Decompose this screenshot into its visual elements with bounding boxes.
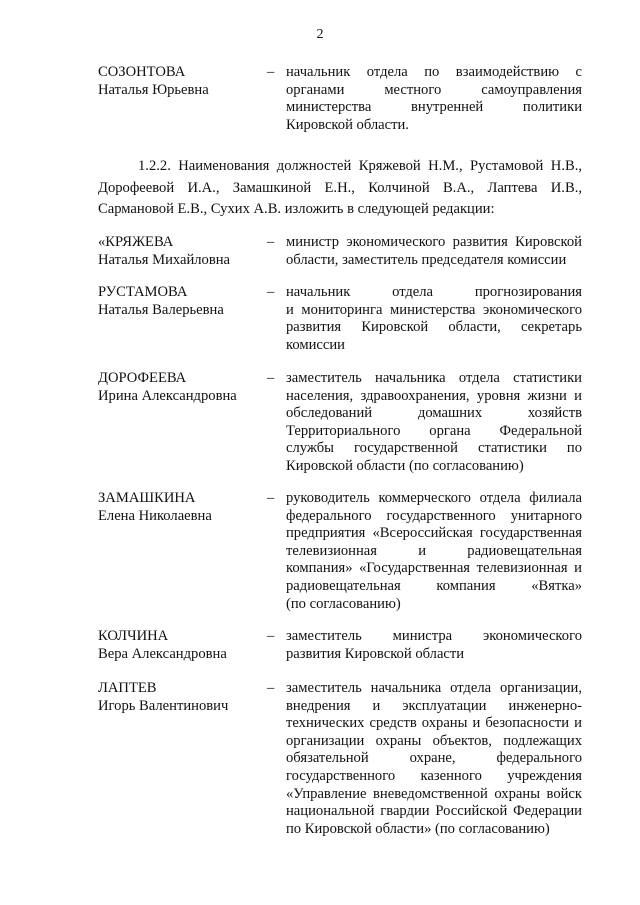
- description-line: национальной гвардии Российской Федерации: [286, 803, 582, 820]
- person-given-name: Игорь Валентинович: [98, 697, 229, 714]
- description-line: развития Кировской области: [286, 645, 465, 662]
- person-name: [98, 628, 263, 663]
- person-surname: РУСТАМОВА: [98, 284, 188, 300]
- description-line: организации охраны объектов, подлежащих: [286, 732, 582, 749]
- description-line: обязательной охране, федерального: [286, 750, 582, 767]
- position-description: [286, 64, 582, 134]
- description-line: обследований домашних хозяйств: [286, 405, 582, 422]
- entry-dash: –: [267, 370, 275, 386]
- description-line: заместитель министра экономического: [286, 628, 582, 644]
- entry-dash: –: [267, 284, 275, 300]
- description-line: телевизионная и радиовещательная: [286, 542, 582, 559]
- description-line: области, заместитель председателя комиссии: [286, 251, 567, 268]
- description-line: технических средств охраны и безопасности и: [286, 715, 582, 732]
- person-surname: КОЛЧИНА: [98, 628, 169, 644]
- description-line: «Управление вневедомственной охраны войск: [286, 785, 582, 802]
- description-line: предприятия «Всероссийская государственная: [286, 525, 582, 542]
- description-line: государственного казенного учреждения: [286, 767, 582, 784]
- clause-paragraph: [98, 156, 582, 221]
- person-given-name: Елена Николаевна: [98, 507, 212, 524]
- position-description: [286, 628, 582, 663]
- description-line: руководитель коммерческого отдела филиала: [286, 490, 582, 506]
- description-line: начальник отдела прогнозирования: [286, 284, 582, 300]
- entry-dash: –: [267, 680, 275, 696]
- position-description: [286, 680, 582, 838]
- position-description: [286, 490, 582, 613]
- person-surname: ЛАПТЕВ: [98, 680, 157, 696]
- person-name: [98, 284, 263, 319]
- description-line: Кировской области.: [286, 116, 409, 133]
- description-line: развития Кировской области, секретарь: [286, 319, 582, 336]
- entry-dash: –: [267, 234, 275, 250]
- person-name: [98, 490, 263, 525]
- person-given-name: Наталья Михайловна: [98, 251, 231, 268]
- entry-dash: –: [267, 628, 275, 644]
- person-name: [98, 680, 263, 715]
- description-line: радиовещательная компания «Вятка»: [286, 577, 582, 594]
- description-line: и мониторинга министерства экономического: [286, 301, 582, 318]
- description-line: (по согласованию): [286, 595, 401, 612]
- description-line: заместитель начальника отдела статистики: [286, 370, 582, 386]
- position-description: [286, 284, 582, 354]
- description-line: компания» «Государственная телевизионная и: [286, 560, 582, 577]
- entry-dash: –: [267, 64, 275, 80]
- paragraph-line: Дорофеевой И.А., Замашкиной Е.Н., Колчиной В.А., Лаптева И.В.,: [98, 179, 582, 196]
- person-name: [98, 370, 263, 405]
- description-line: министр экономического развития Кировской: [286, 234, 582, 250]
- person-name: [98, 234, 263, 269]
- description-line: федерального государственного унитарного: [286, 507, 582, 524]
- description-line: по Кировской области» (по согласованию): [286, 820, 550, 837]
- description-line: Кировской области (по согласованию): [286, 457, 524, 474]
- description-line: заместитель начальника отдела организации,: [286, 680, 582, 696]
- person-surname: «КРЯЖЕВА: [98, 234, 174, 250]
- description-line: начальник отдела по взаимодействию с: [286, 64, 582, 80]
- paragraph-line: Сармановой Е.В., Сухих А.В. изложить в следующей редакции:: [98, 201, 495, 217]
- person-surname: ДОРОФЕЕВА: [98, 370, 187, 386]
- position-description: [286, 370, 582, 476]
- person-given-name: Наталья Валерьевна: [98, 301, 224, 318]
- person-given-name: Вера Александровна: [98, 645, 227, 662]
- position-description: [286, 234, 582, 269]
- person-given-name: Наталья Юрьевна: [98, 81, 209, 98]
- description-line: министерства внутренней политики: [286, 99, 582, 116]
- description-line: органами местного самоуправления: [286, 81, 582, 98]
- entry-dash: –: [267, 490, 275, 506]
- description-line: службы государственной статистики по: [286, 440, 582, 457]
- person-name: [98, 64, 263, 99]
- person-given-name: Ирина Александровна: [98, 387, 237, 404]
- description-line: комиссии: [286, 336, 345, 353]
- person-surname: СОЗОНТОВА: [98, 64, 186, 80]
- paragraph-line: 1.2.2. Наименования должностей Кряжевой Н.М., Рустамовой Н.В.,: [138, 158, 582, 174]
- person-surname: ЗАМАШКИНА: [98, 490, 196, 506]
- description-line: Территориального органа Федеральной: [286, 422, 582, 439]
- page-number: 2: [316, 27, 324, 42]
- description-line: внедрения и эксплуатации инженерно-: [286, 697, 582, 714]
- description-line: населения, здравоохранения, уровня жизни и: [286, 387, 582, 404]
